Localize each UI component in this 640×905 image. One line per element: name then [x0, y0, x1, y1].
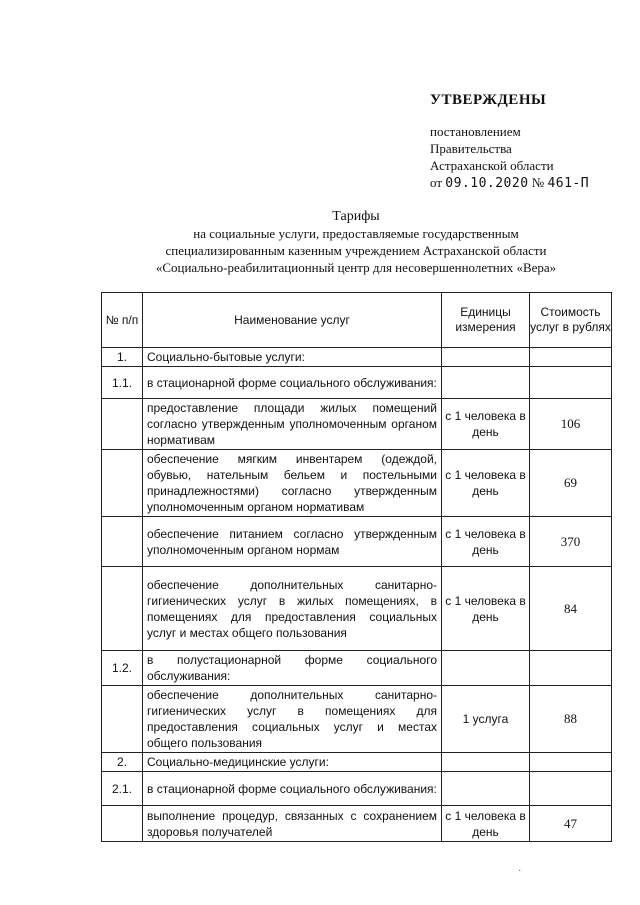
table-row — [102, 753, 612, 772]
row-name: в стационарной форме социального обслуживания: — [143, 772, 442, 806]
date-prefix: от — [430, 175, 443, 190]
table-row — [102, 686, 612, 753]
row-num — [102, 806, 143, 842]
row-num: 1.2. — [102, 651, 143, 686]
row-unit: с 1 человека в день — [442, 517, 530, 567]
row-num: 2. — [102, 753, 143, 772]
header-name: Наименование услуг — [143, 293, 442, 348]
table-row — [102, 806, 612, 842]
row-price — [530, 753, 612, 772]
header-price: Стоимость услуг в рублях — [530, 293, 612, 348]
title-line: специализированным казенным учреждением Астраханской области — [165, 243, 547, 258]
row-name: обеспечение дополнительных санитарно-гигиенических услуг в жилых помещениях, в помещениях для предоставления социальных услуг и местах общего пользования — [143, 567, 442, 651]
row-unit — [442, 348, 530, 367]
page-mark: · — [518, 866, 522, 877]
row-price — [530, 651, 612, 686]
row-unit: с 1 человека в день — [442, 450, 530, 517]
approval-line: Астраханской области — [430, 158, 554, 173]
row-unit: с 1 человека в день — [442, 567, 530, 651]
row-price: 47 — [530, 806, 612, 842]
table-row — [102, 348, 612, 367]
row-name: Социально-бытовые услуги: — [143, 348, 442, 367]
row-num: 2.1. — [102, 772, 143, 806]
title-line: «Социально-реабилитационный центр для несовершеннолетних «Вера» — [155, 260, 557, 275]
table-header-row — [102, 293, 612, 348]
row-price: 69 — [530, 450, 612, 517]
row-name: обеспечение мягким инвентарем (одеждой, обувью, нательным бельем и постельными принадлежностями) согласно утвержденным уполномоченным органом нормативам — [143, 450, 442, 517]
row-num — [102, 450, 143, 517]
document-title — [96, 208, 616, 276]
row-num — [102, 686, 143, 753]
row-name: Социально-медицинские услуги: — [143, 753, 442, 772]
row-unit: с 1 человека в день — [442, 399, 530, 450]
approval-line: Правительства — [430, 141, 512, 156]
header-unit: Единицы измерения — [442, 293, 530, 348]
row-unit: 1 услуга — [442, 686, 530, 753]
table-row — [102, 651, 612, 686]
row-price — [530, 772, 612, 806]
approval-block — [430, 92, 630, 192]
row-name: в полустационарной форме социального обслуживания: — [143, 651, 442, 686]
row-price: 84 — [530, 567, 612, 651]
row-unit — [442, 772, 530, 806]
handwritten-number: 461-П — [547, 176, 590, 191]
number-sign: № — [531, 175, 545, 190]
table-row — [102, 567, 612, 651]
row-price: 88 — [530, 686, 612, 753]
row-unit — [442, 753, 530, 772]
title-main: Тарифы — [332, 209, 380, 224]
table-row — [102, 450, 612, 517]
table-body — [102, 348, 612, 842]
row-name: выполнение процедур, связанных с сохранением здоровья получателей — [143, 806, 442, 842]
row-num — [102, 567, 143, 651]
row-unit — [442, 651, 530, 686]
row-price: 106 — [530, 399, 612, 450]
table-row — [102, 367, 612, 399]
title-line: на социальные услуги, предоставляемые государственным — [193, 226, 519, 241]
table-row — [102, 517, 612, 567]
row-unit: с 1 человека в день — [442, 806, 530, 842]
row-name: предоставление площади жилых помещений согласно утвержденным уполномоченным органом нормативам — [143, 399, 442, 450]
approval-heading: УТВЕРЖДЕНЫ — [430, 92, 547, 108]
header-num: № п/п — [102, 293, 143, 348]
approval-date-line — [430, 174, 630, 192]
table-row — [102, 399, 612, 450]
row-num — [102, 517, 143, 567]
row-price — [530, 348, 612, 367]
table-row — [102, 772, 612, 806]
row-name: обеспечение питанием согласно утвержденным уполномоченным органом нормам — [143, 517, 442, 567]
handwritten-date: 09.10.2020 — [445, 176, 529, 191]
row-num — [102, 399, 143, 450]
row-num: 1. — [102, 348, 143, 367]
row-name: в стационарной форме социального обслуживания: — [143, 367, 442, 399]
approval-line: постановлением — [430, 124, 521, 139]
row-price — [530, 367, 612, 399]
row-name: обеспечение дополнительных санитарно-гигиенических услуг в помещениях для предоставления социальных услуг и местах общего пользования — [143, 686, 442, 753]
row-unit — [442, 367, 530, 399]
row-num: 1.1. — [102, 367, 143, 399]
row-price: 370 — [530, 517, 612, 567]
tariffs-table — [101, 292, 612, 842]
